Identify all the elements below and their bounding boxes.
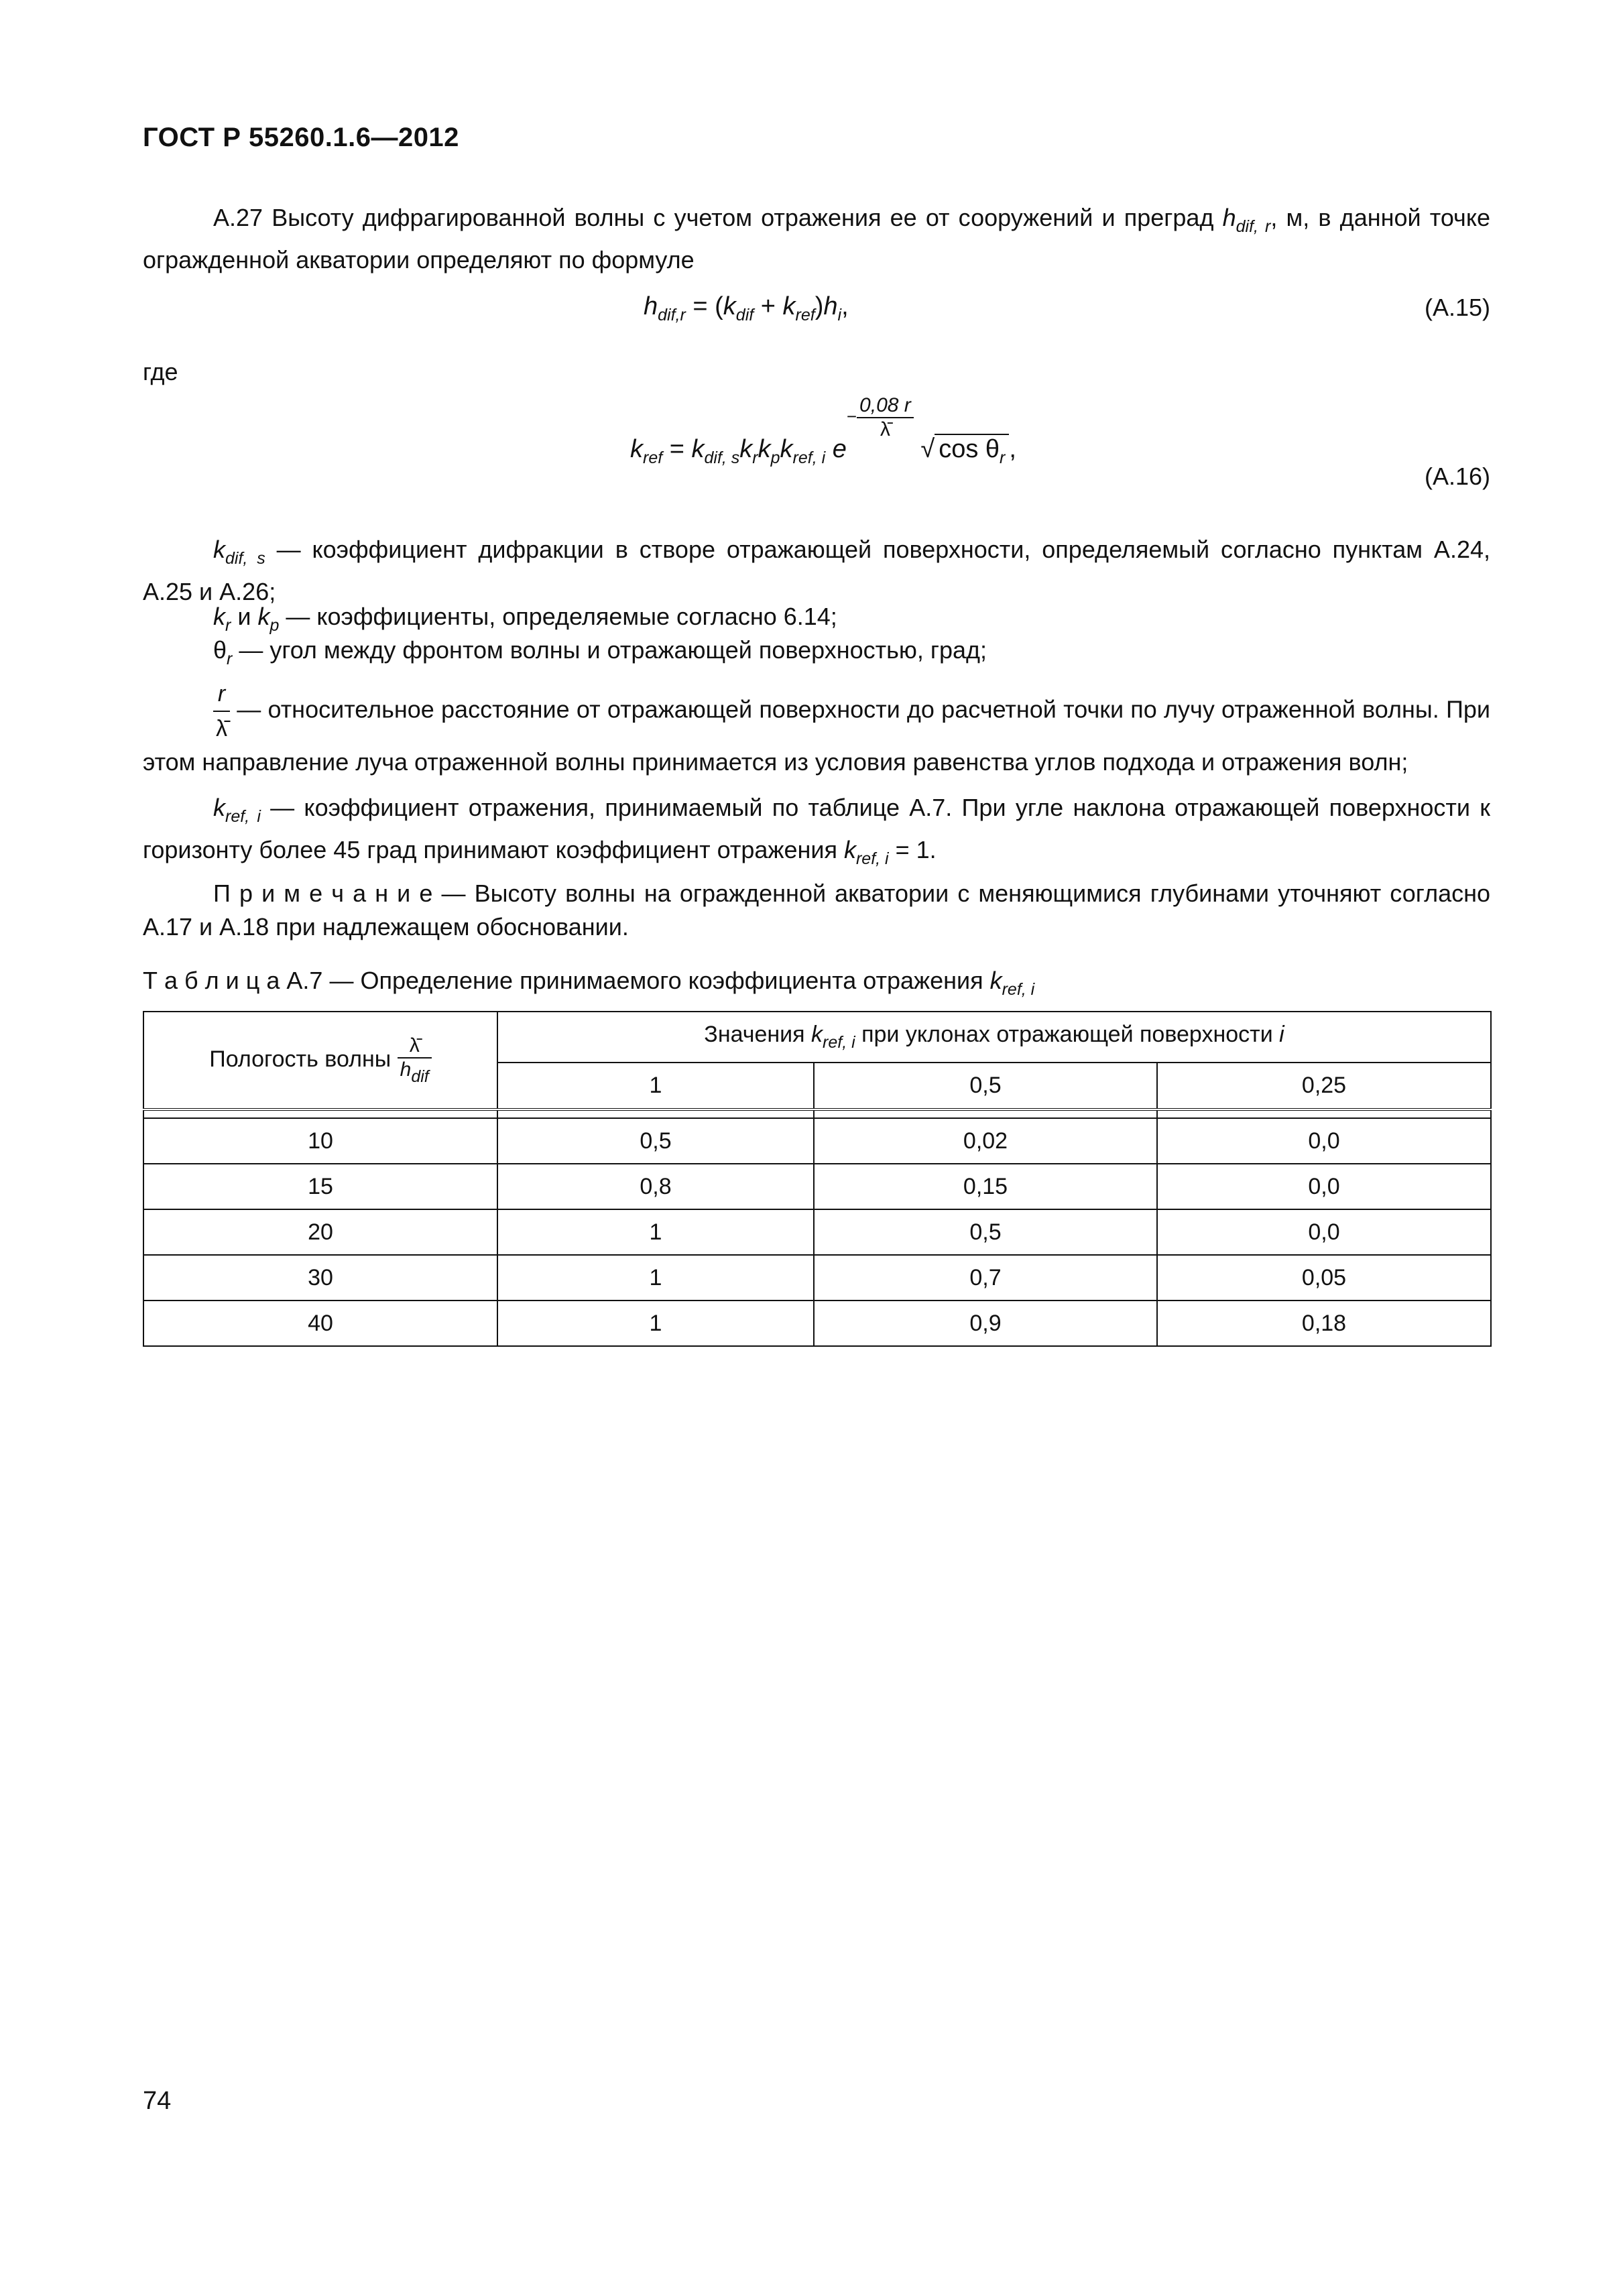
definition-theta-r: $\theta_r$ — угол между фронтом волны и отражающей поверхностью, град;: [213, 636, 987, 668]
paragraph-a27: А.27 Высоту дифрагированной волны с учетом отражения ее от сооружений и преград $h_{dif, r}$, м, в данной точке огражденной акватории определяют по формуле: [143, 204, 1490, 274]
col-header-steepness: Пологость волны $\frac{\lambdā}{h_{dif}}$: [143, 1012, 497, 1109]
definition-r-lambda: $\frac{r}{\lambdā}$ — относительное расстояние от отражающей поверхности до расчетной точки по лучу отраженной волны. При этом направление луча отраженной волны принимается из условия равенства углов подхода и отражения волн;: [143, 677, 1490, 779]
col-header-slope: 1: [497, 1063, 814, 1109]
where-label: где: [143, 358, 178, 385]
col-header-group: Значения $k_{ref, i}$ при уклонах отражающей поверхности i: [497, 1012, 1491, 1063]
definition-kr-kp: $k_r$ и $k_p$ — коэффициенты, определяемые согласно 6.14;: [213, 603, 837, 635]
table-caption: Т а б л и ц а А.7 — Определение принимаемого коэффициента отражения $k_{ref, i}$: [143, 967, 1035, 999]
fraction-r-lambda: $\frac{r}{\lambdā}$: [213, 677, 230, 745]
equation-number-a16: (А.16): [1424, 463, 1490, 490]
formula-a15: $h_{dif,r} = (k_{dif} + k_{ref})h_i$,: [644, 292, 849, 324]
table-row: 40 1 0,9 0,18: [143, 1301, 1491, 1346]
definition-kref-i: $k_{ref, i}$ — коэффициент отражения, принимаемый по таблице А.7. При угле наклона отражающей поверхности к горизонту более 45 град принимают коэффициент отражения $k_{ref, i} = 1$.: [143, 794, 1490, 868]
table-row: 20 1 0,5 0,0: [143, 1209, 1491, 1255]
document-code: ГОСТ Р 55260.1.6—2012: [143, 123, 459, 152]
page-number: 74: [143, 2087, 172, 2115]
formula-a16: $k_{ref} = k_{dif, s}k_rk_pk_{ref, i}$ $e^{- \frac{0,08 r}{\lambdā}}$ √ $\cos \theta_r$ ,: [630, 394, 1016, 467]
col-header-slope: 0,25: [1157, 1063, 1491, 1109]
table-row: 10 0,5 0,02 0,0: [143, 1118, 1491, 1164]
exponent: − 0,08 r λ̄: [847, 406, 914, 426]
equation-number-a15: (А.15): [1424, 294, 1490, 321]
col-header-slope: 0,5: [814, 1063, 1157, 1109]
note-paragraph: П р и м е ч а н и е — Высоту волны на огражденной акватории с меняющимися глубинами уточняют согласно А.17 и А.18 при надлежащем обосновании.: [143, 880, 1490, 941]
definition-kdif-s: $k_{dif, s}$ — коэффициент дифракции в створе отражающей поверхности, определяемый согласно пунктам А.24, А.25 и А.26;: [143, 536, 1490, 605]
fraction-lambda-hdif: $\frac{\lambdā}{h_{dif}}$: [398, 1034, 432, 1087]
table-row: 15 0,8 0,15 0,0: [143, 1164, 1491, 1209]
sqrt-term: $\cos \theta_r$: [935, 434, 1009, 468]
table-row: 30 1 0,7 0,05: [143, 1255, 1491, 1301]
table-a7: [143, 1011, 1492, 1347]
